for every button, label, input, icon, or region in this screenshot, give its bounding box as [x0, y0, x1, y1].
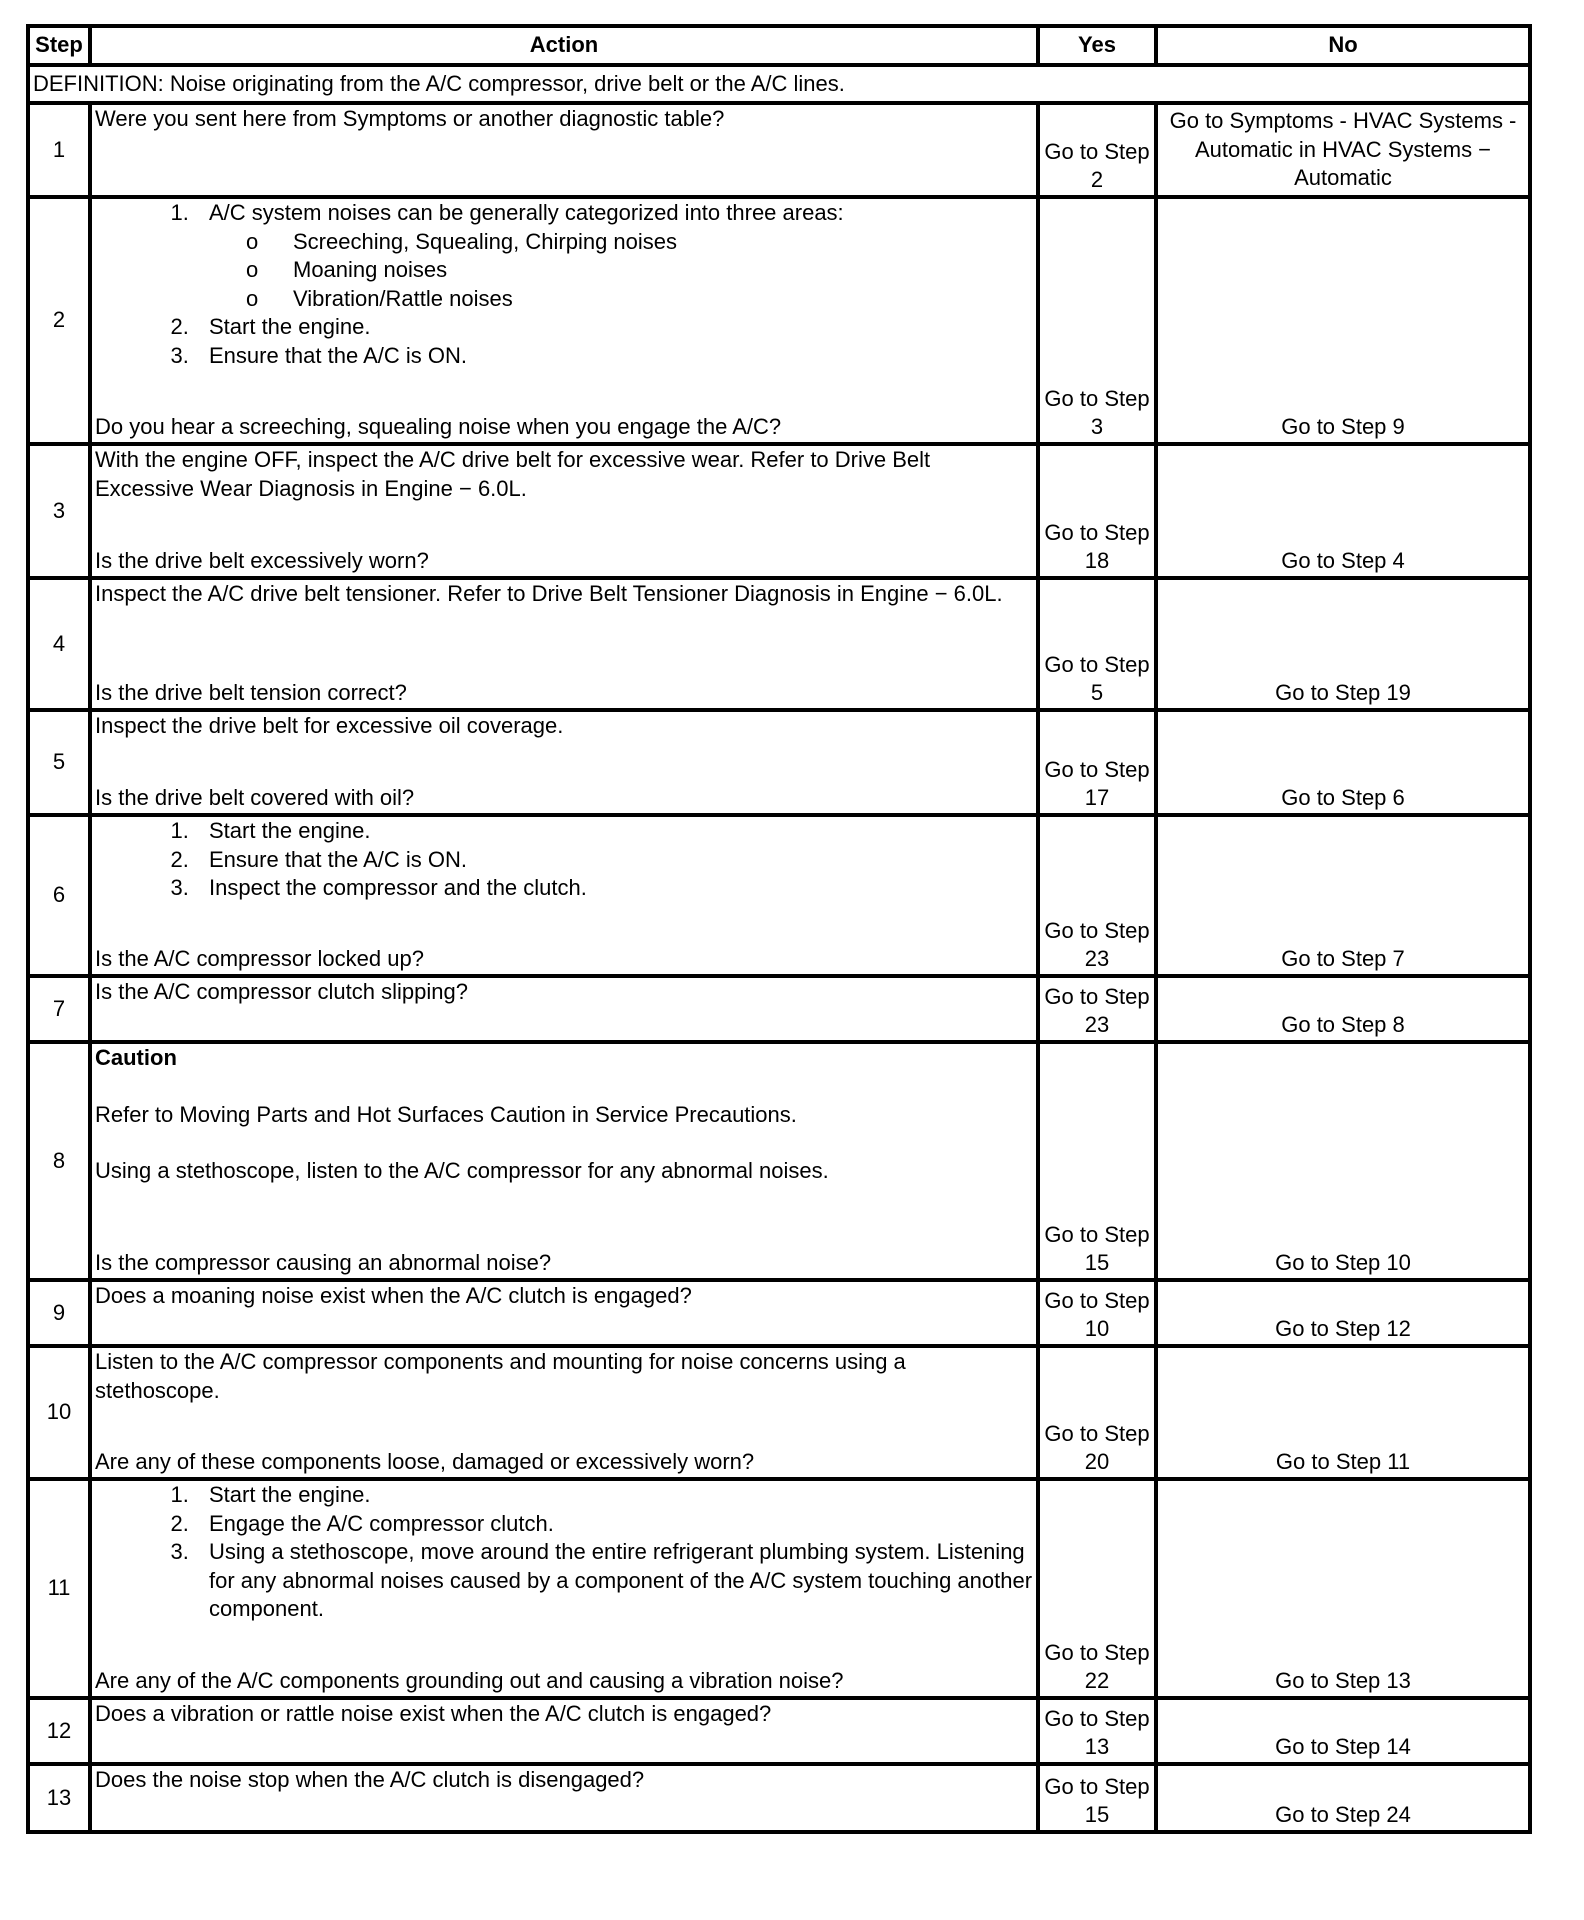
action-content [95, 1766, 1033, 1830]
table-row [28, 197, 1530, 444]
action-cell [90, 1280, 1038, 1346]
action-content [95, 817, 1033, 974]
yes-cell [1038, 710, 1156, 815]
table-row [28, 815, 1530, 976]
yes-link[interactable]: Go to Step 10 [1044, 1287, 1150, 1342]
step-number: 11 [28, 1479, 90, 1698]
table-row [28, 1042, 1530, 1280]
yes-cell [1038, 197, 1156, 444]
action-cell [90, 1346, 1038, 1479]
action-instructions [95, 712, 1033, 741]
yes-link[interactable]: Go to Step 3 [1044, 385, 1150, 440]
no-cell [1156, 1042, 1530, 1280]
action-content [95, 1700, 1033, 1762]
yes-cell [1038, 815, 1156, 976]
caution-label: Caution [95, 1045, 177, 1070]
action-text: Inspect the drive belt for excessive oil coverage. [95, 713, 564, 738]
action-instructions [95, 978, 1033, 1007]
yes-cell [1038, 444, 1156, 578]
action-instructions [95, 580, 1033, 609]
action-step-item [195, 874, 1033, 903]
yes-link[interactable]: Go to Step 18 [1044, 519, 1150, 574]
action-text: Listen to the A/C compressor components and mounting for noise concerns using a stethoscope. [95, 1349, 906, 1403]
action-step-text: A/C system noises can be generally categorized into three areas: [209, 200, 844, 225]
action-content [95, 199, 1033, 442]
no-cell [1156, 1479, 1530, 1698]
action-content [95, 580, 1033, 708]
step-number: 13 [28, 1764, 90, 1832]
yes-link[interactable]: Go to Step 22 [1044, 1639, 1150, 1694]
noise-category-item: o Screeching, Squealing, Chirping noises [293, 228, 1033, 257]
yes-link[interactable]: Go to Step 23 [1044, 983, 1150, 1038]
no-cell [1156, 1280, 1530, 1346]
yes-link[interactable]: Go to Step 5 [1044, 651, 1150, 706]
action-question: Is the compressor causing an abnormal noise? [95, 1250, 552, 1276]
no-link[interactable]: Go to Step 4 [1281, 548, 1405, 574]
no-cell [1156, 815, 1530, 976]
action-step-item [195, 1538, 1033, 1624]
no-cell [1156, 976, 1530, 1042]
action-cell [90, 1698, 1038, 1764]
yes-link[interactable]: Go to Step 20 [1044, 1420, 1150, 1475]
no-link[interactable]: Go to Step 11 [1275, 1449, 1411, 1475]
step-number: 5 [28, 710, 90, 815]
table-row [28, 1346, 1530, 1479]
step-number: 3 [28, 444, 90, 578]
yes-cell [1038, 578, 1156, 710]
noise-category-item: o Moaning noises [293, 256, 1033, 285]
no-cell [1156, 578, 1530, 710]
header-step: Step [28, 26, 90, 65]
action-question: Are any of these components loose, damaged or excessively worn? [95, 1449, 755, 1475]
action-cell [90, 197, 1038, 444]
action-question: Do you hear a screeching, squealing noise when you engage the A/C? [95, 414, 782, 440]
action-instructions [95, 1044, 1033, 1186]
action-step-text: Engage the A/C compressor clutch. [209, 1510, 554, 1536]
header-no: No [1156, 26, 1530, 65]
no-cell [1156, 103, 1530, 197]
no-cell [1156, 444, 1530, 578]
action-instructions [95, 1700, 1033, 1729]
step-number: 7 [28, 976, 90, 1042]
no-cell [1156, 1346, 1530, 1479]
noise-categories-list [209, 228, 1033, 314]
action-content [95, 1044, 1033, 1278]
no-cell [1156, 710, 1530, 815]
yes-cell [1038, 103, 1156, 197]
yes-cell [1038, 1346, 1156, 1479]
table-row [28, 103, 1530, 197]
no-link[interactable]: Go to Step 14 [1275, 1734, 1411, 1760]
table-row [28, 1479, 1530, 1698]
action-content [95, 978, 1033, 1040]
action-content [95, 1348, 1033, 1477]
action-content [95, 446, 1033, 576]
no-link[interactable]: Go to Step 19 [1275, 680, 1411, 706]
spacer [95, 1073, 1033, 1101]
action-cell [90, 710, 1038, 815]
action-step-text: Start the engine. [209, 1482, 371, 1507]
action-cell [90, 578, 1038, 710]
action-text-2: Using a stethoscope, listen to the A/C compressor for any abnormal noises. [95, 1158, 829, 1184]
action-text: Does the noise stop when the A/C clutch is disengaged? [95, 1767, 645, 1792]
table-row [28, 976, 1530, 1042]
no-link[interactable]: Go to Step 6 [1281, 785, 1405, 811]
action-step-item [195, 817, 1033, 846]
no-link[interactable]: Go to Step 12 [1275, 1316, 1411, 1342]
no-link[interactable]: Go to Step 7 [1281, 946, 1405, 972]
action-text: Does a vibration or rattle noise exist when the A/C clutch is engaged? [95, 1701, 772, 1726]
header-yes: Yes [1038, 26, 1156, 65]
yes-link[interactable]: Go to Step 17 [1044, 756, 1150, 811]
no-link[interactable]: Go to Step 13 [1275, 1668, 1411, 1694]
action-text: Is the A/C compressor clutch slipping? [95, 979, 468, 1004]
noise-category-item: o Vibration/Rattle noises [293, 285, 1033, 314]
header-action: Action [90, 26, 1038, 65]
yes-link[interactable]: Go to Step 15 [1044, 1773, 1150, 1828]
action-content [95, 105, 1033, 195]
action-question: Are any of the A/C components grounding out and causing a vibration noise? [95, 1668, 844, 1694]
yes-cell [1038, 1764, 1156, 1832]
yes-cell [1038, 1042, 1156, 1280]
no-cell [1156, 197, 1530, 444]
yes-cell [1038, 1280, 1156, 1346]
definition-row [28, 65, 1530, 103]
step-number: 8 [28, 1042, 90, 1280]
action-cell [90, 1042, 1038, 1280]
diagnostic-table [26, 24, 1532, 1834]
action-step-text: Using a stethoscope, move around the entire refrigerant plumbing system. Listening for any abnormal noises caused by a component of the A/C system touching another component. [209, 1539, 1033, 1622]
action-text: Were you sent here from Symptoms or another diagnostic table? [95, 106, 725, 131]
no-link[interactable]: Go to Step 10 [1275, 1250, 1411, 1276]
action-cell [90, 976, 1038, 1042]
action-instructions [95, 1348, 1033, 1405]
table-row [28, 710, 1530, 815]
action-cell [90, 1479, 1038, 1698]
action-instructions [95, 1481, 1033, 1624]
no-link[interactable]: Go to Step 9 [1281, 414, 1405, 440]
action-cell [90, 103, 1038, 197]
header-row [28, 26, 1530, 65]
action-step-item [195, 846, 1033, 875]
action-cell [90, 815, 1038, 976]
table-row [28, 1698, 1530, 1764]
step-number: 12 [28, 1698, 90, 1764]
action-content [95, 1282, 1033, 1344]
action-step-item [195, 313, 1033, 342]
action-step-item [195, 199, 1033, 313]
yes-link[interactable]: Go to Step 15 [1044, 1221, 1150, 1276]
step-number: 2 [28, 197, 90, 444]
action-step-text: Start the engine. [209, 818, 371, 843]
step-number: 6 [28, 815, 90, 976]
yes-link[interactable]: Go to Step 23 [1044, 917, 1150, 972]
action-text: Does a moaning noise exist when the A/C clutch is engaged? [95, 1283, 692, 1308]
action-instructions [95, 199, 1033, 371]
action-steps-list [95, 199, 1033, 371]
table-row [28, 1764, 1530, 1832]
action-instructions [95, 446, 1033, 503]
action-step-item [195, 342, 1033, 371]
table-row [28, 1280, 1530, 1346]
no-link[interactable]: Go to Symptoms - HVAC Systems - Automatic in HVAC Systems − Automatic [1169, 108, 1517, 191]
step-number: 1 [28, 103, 90, 197]
action-text: Refer to Moving Parts and Hot Surfaces Caution in Service Precautions. [95, 1101, 797, 1127]
yes-cell [1038, 976, 1156, 1042]
action-cell [90, 1764, 1038, 1832]
action-step-item [195, 1510, 1033, 1539]
action-content [95, 1481, 1033, 1696]
action-text: With the engine OFF, inspect the A/C drive belt for excessive wear. Refer to Drive Belt Excessive Wear Diagnosis in Engine − 6.0L. [95, 447, 931, 501]
action-steps-list [95, 817, 1033, 903]
action-step-text: Ensure that the A/C is ON. [209, 342, 468, 368]
action-step-text: Ensure that the A/C is ON. [209, 846, 468, 872]
table-row [28, 444, 1530, 578]
step-number: 4 [28, 578, 90, 710]
action-question: Is the A/C compressor locked up? [95, 946, 424, 972]
no-link[interactable]: Go to Step 24 [1275, 1802, 1411, 1828]
action-step-text: Start the engine. [209, 314, 371, 340]
no-cell [1156, 1698, 1530, 1764]
action-instructions [95, 105, 1033, 134]
spacer [95, 1129, 1033, 1157]
action-step-text: Inspect the compressor and the clutch. [209, 875, 587, 901]
action-question: Is the drive belt excessively worn? [95, 548, 429, 574]
action-text: Inspect the A/C drive belt tensioner. Refer to Drive Belt Tensioner Diagnosis in Engine − 6.0L. [95, 581, 1003, 606]
action-question: Is the drive belt covered with oil? [95, 785, 415, 811]
action-question: Is the drive belt tension correct? [95, 680, 407, 706]
table-row [28, 578, 1530, 710]
yes-link[interactable]: Go to Step 13 [1044, 1705, 1150, 1760]
no-link[interactable]: Go to Step 8 [1281, 1012, 1405, 1038]
step-number: 10 [28, 1346, 90, 1479]
no-cell [1156, 1764, 1530, 1832]
action-instructions [95, 817, 1033, 903]
action-instructions [95, 1282, 1033, 1311]
step-number: 9 [28, 1280, 90, 1346]
yes-cell [1038, 1698, 1156, 1764]
action-steps-list [95, 1481, 1033, 1624]
yes-link[interactable]: Go to Step 2 [1044, 138, 1150, 193]
action-instructions [95, 1766, 1033, 1795]
definition: DEFINITION: Noise originating from the A/C compressor, drive belt or the A/C lines. [28, 65, 1530, 103]
action-step-item [195, 1481, 1033, 1510]
yes-cell [1038, 1479, 1156, 1698]
action-content [95, 712, 1033, 813]
action-cell [90, 444, 1038, 578]
